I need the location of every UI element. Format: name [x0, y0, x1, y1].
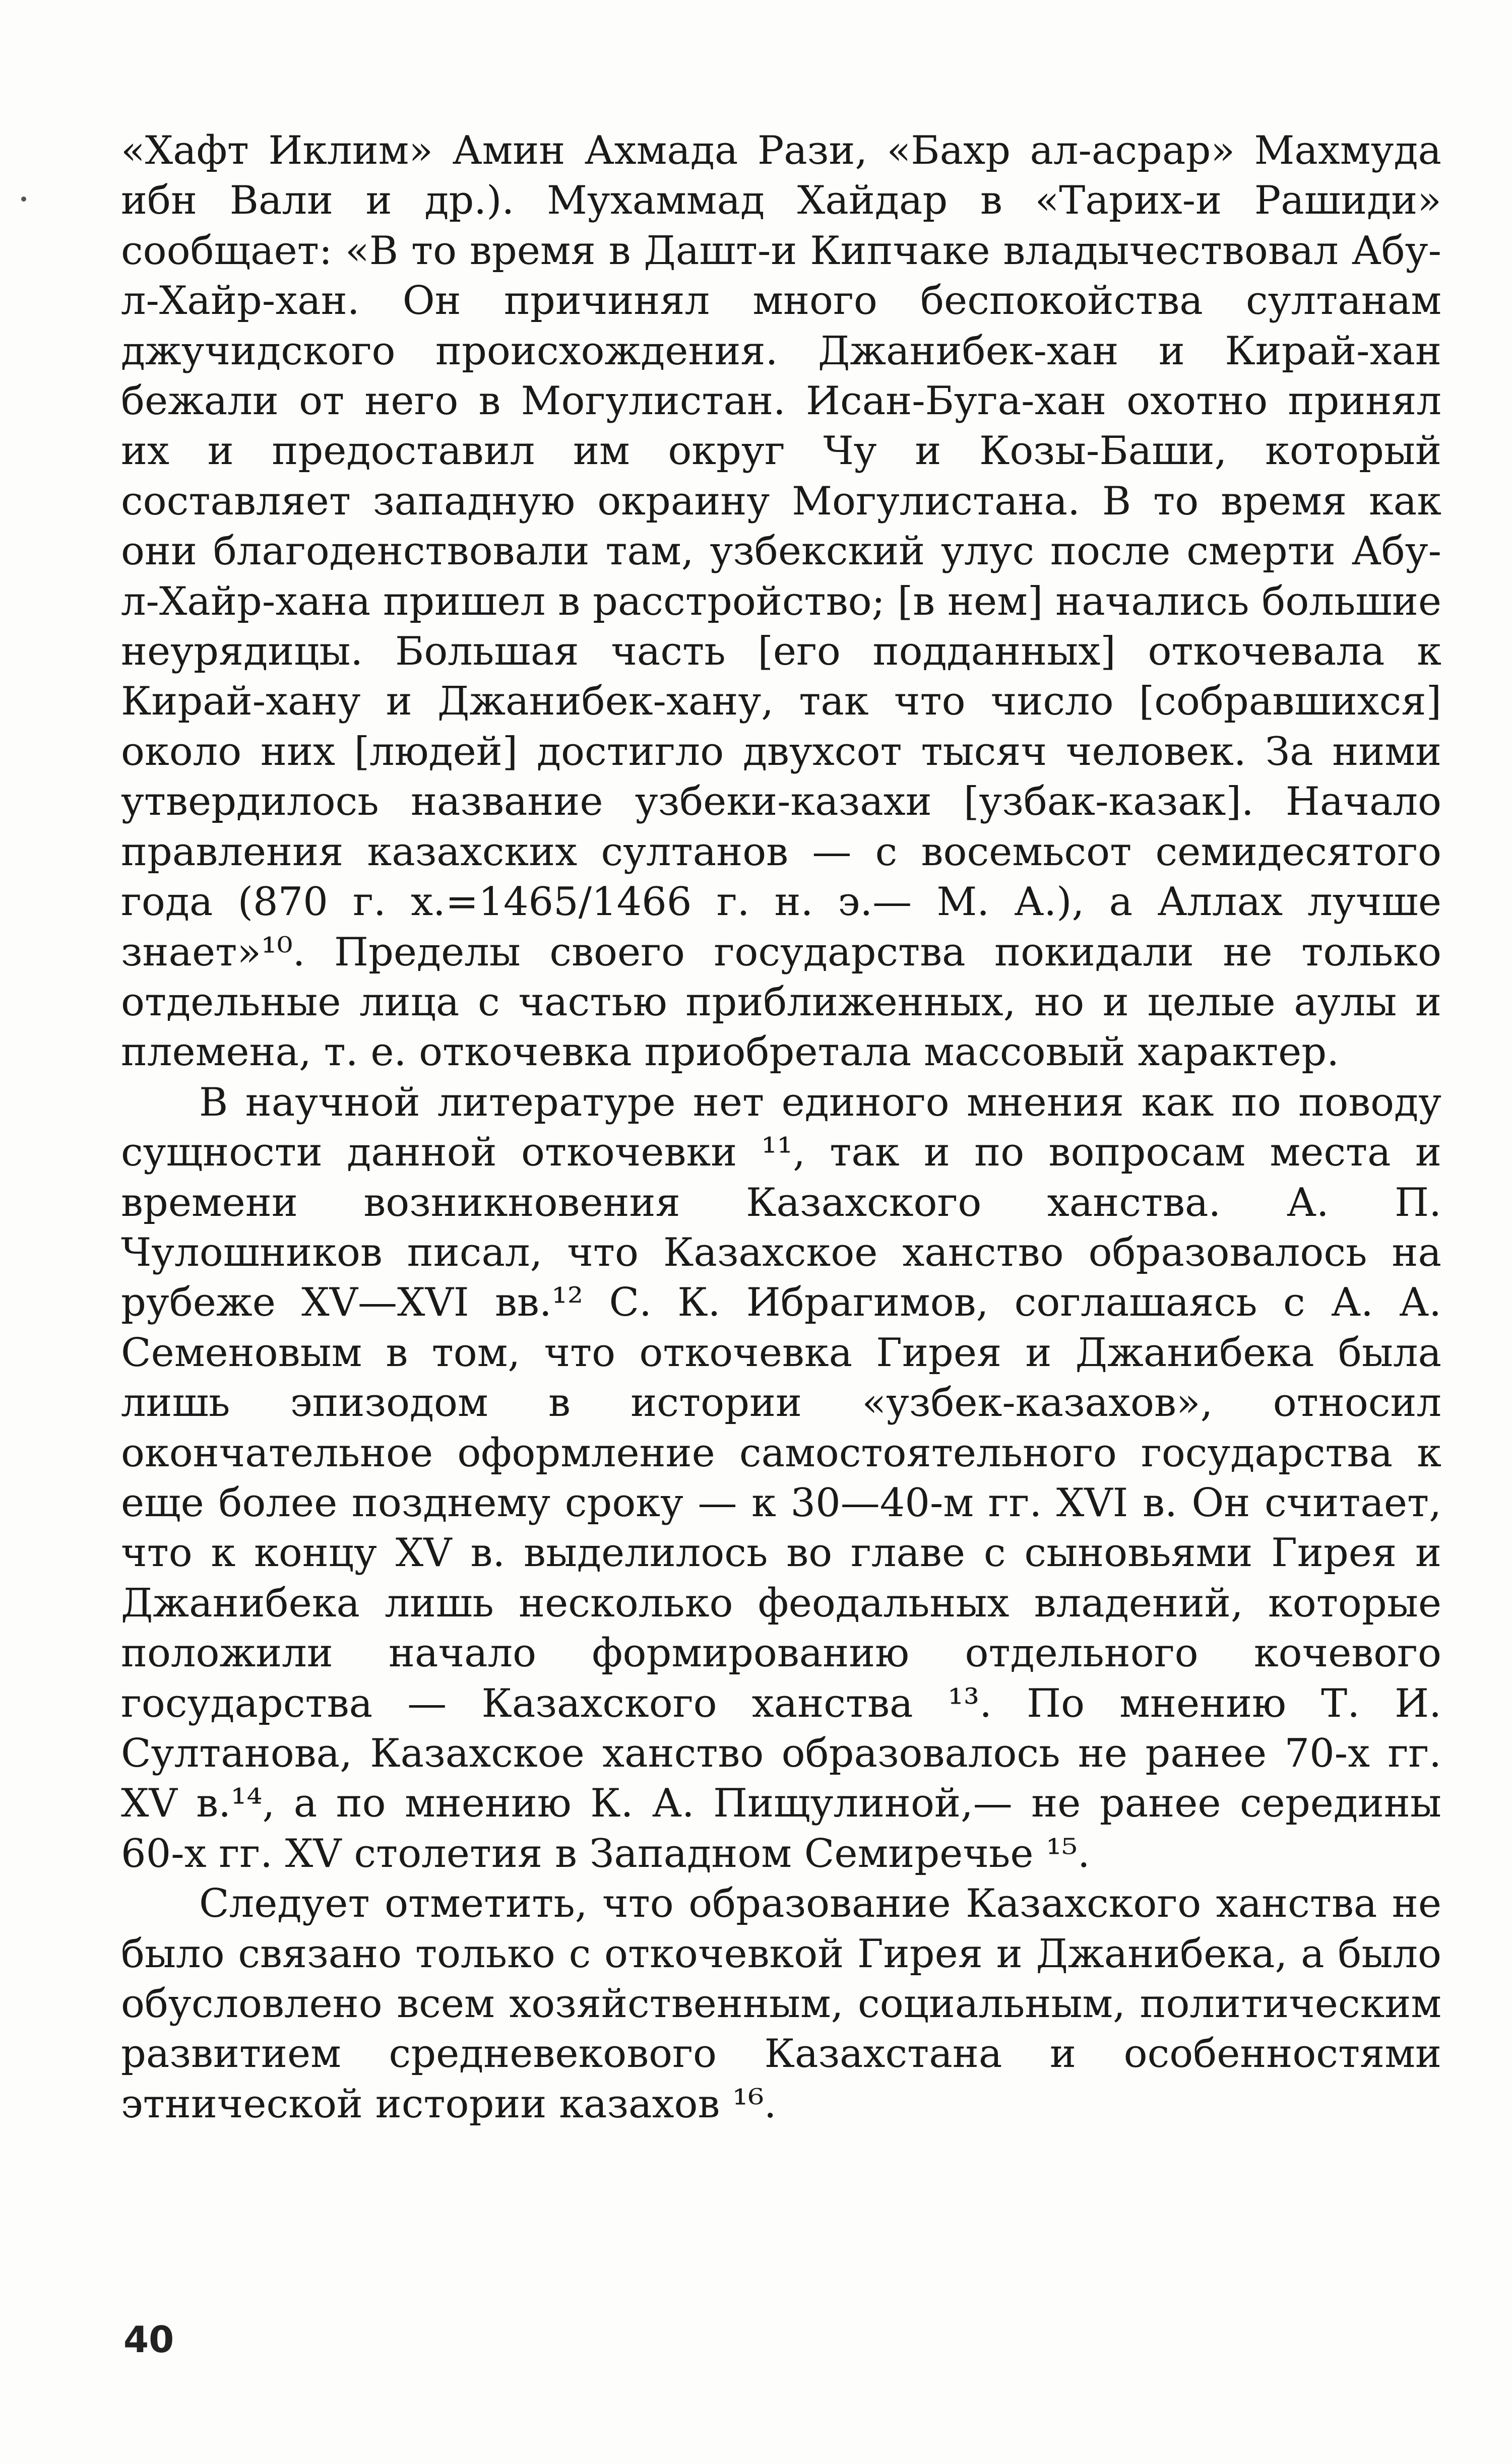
- body-text: [121, 126, 1441, 2129]
- page-number: 40: [123, 2318, 174, 2361]
- paragraph-2: В научной литературе нет единого мнения как по поводу сущности данной откочевки ¹¹, так и по вопросам места и времени возникновения Казахского ханства. А. П. Чулошников писал, что Казахское ханство образовалось на рубеже XV—XVI вв.¹² С. К. Ибрагимов, соглашаясь с А. А. Семеновым в том, что откочевка Гирея и Джанибека была лишь эпизодом в истории «узбек-казахов», относил окончательное оформление самостоятельного государства к еще более позднему сроку — к 30—40-м гг. XVI в. Он считает, что к концу XV в. выделилось во главе с сыновьями Гирея и Джанибека лишь несколько феодальных владений, которые положили начало формированию отдельного кочевого государства — Казахского ханства ¹³. По мнению Т. И. Султанова, Казахское ханство образовалось не ранее 70-х гг. XV в.¹⁴, а по мнению К. А. Пищулиной,— не ранее середины 60-х гг. XV столетия в Западном Семиречье ¹⁵.: [121, 1079, 1441, 1876]
- paragraph-1: «Хафт Иклим» Амин Ахмада Рази, «Бахр ал-асрар» Махмуда ибн Вали и др.). Мухаммад Хайдар в «Тарих-и Рашиди» сообщает: «В то время в Дашт-и Кипчаке владычествовал Абу-л-Хайр-хан. Он причинял много беспокойства султанам джучидского происхождения. Джанибек-хан и Кирай-хан бежали от него в Могулистан. Исан-Буга-хан охотно принял их и предоставил им округ Чу и Козы-Баши, который составляет западную окраину Могулистана. В то время как они благоденствовали там, узбекский улус после смерти Абу-л-Хайр-хана пришел в расстройство; [в нем] начались большие неурядицы. Большая часть [его подданных] откочевала к Кирай-хану и Джанибек-хану, так что число [собравшихся] около них [людей] достигло двухсот тысяч человек. За ними утвердилось название узбеки-казахи [узбак-казак]. Начало правления казахских султанов — с восемьсот семидесятого года (870 г. х.=1465/1466 г. н. э.— М. А.), а Аллах лучше знает»¹⁰. Пределы своего государства покидали не только отдельные лица с частью приближенных, но и целые аулы и племена, т. е. откочевка приобретала массовый характер.: [121, 128, 1441, 1075]
- paragraph-3: Следует отметить, что образование Казахского ханства не было связано только с откочевкой Гирея и Джанибека, а было обусловлено всем хозяйственным, социальным, политическим развитием средневекового Казахстана и особенностями этнической истории казахов ¹⁶.: [121, 1881, 1441, 2127]
- print-speck: [21, 197, 26, 202]
